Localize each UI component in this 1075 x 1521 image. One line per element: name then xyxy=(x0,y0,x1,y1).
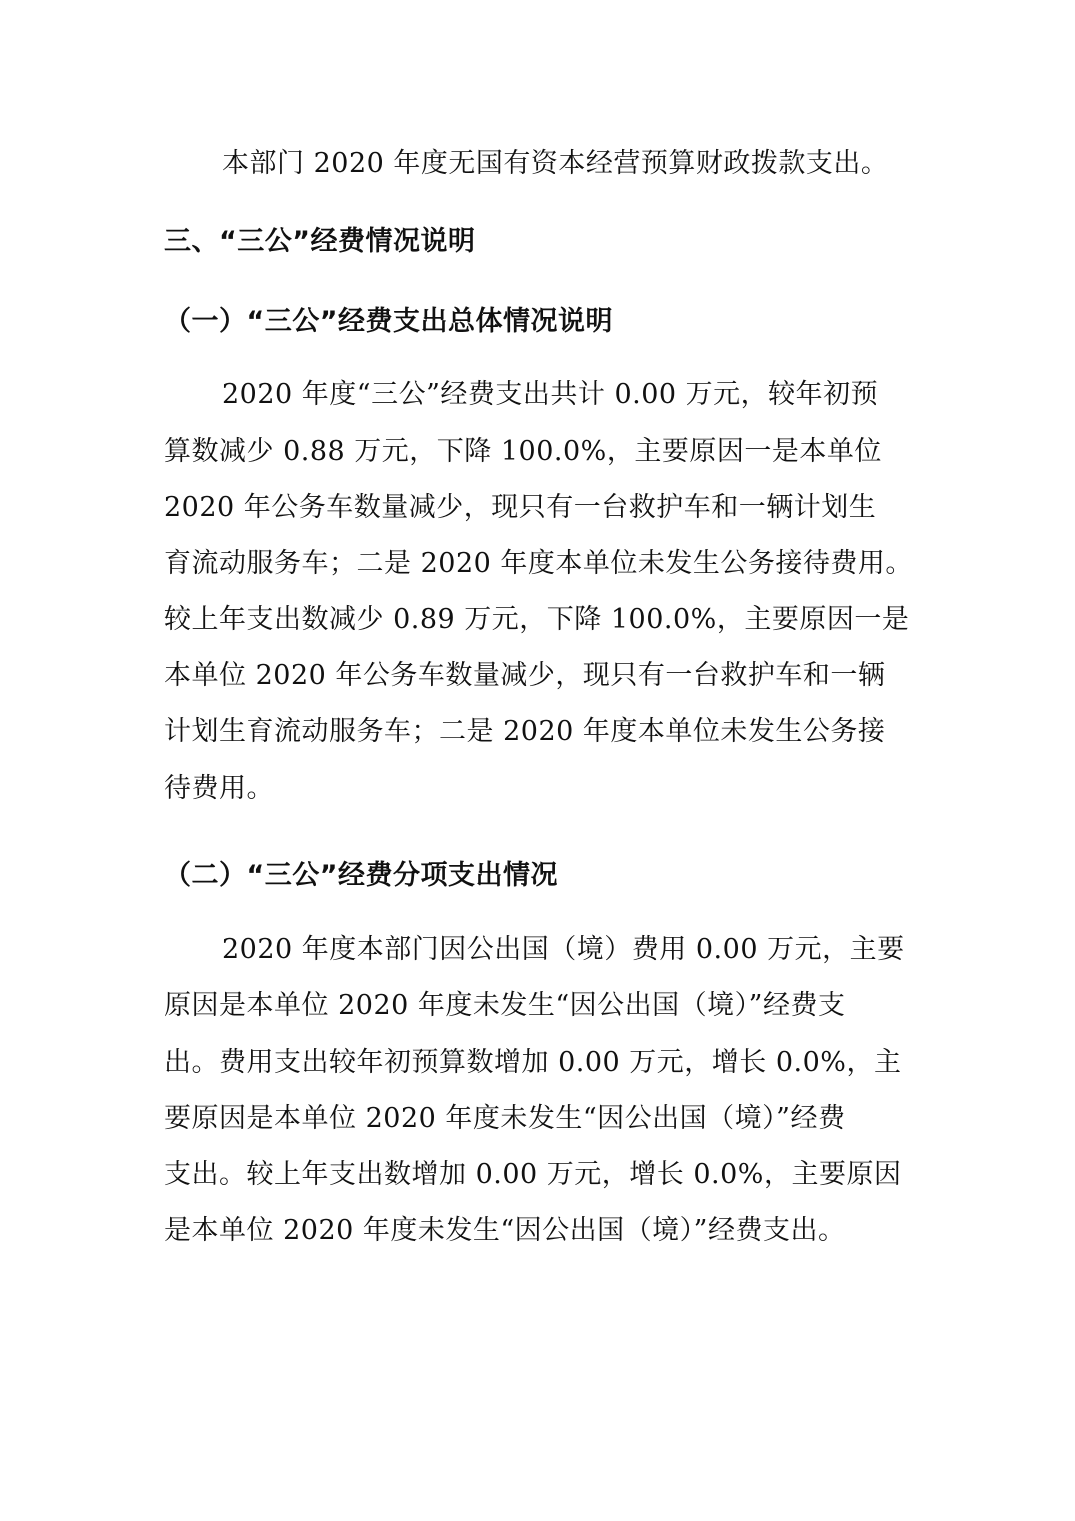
paragraph-line: 要原因是本单位 2020 年度未发生“因公出国（境）”经费 xyxy=(164,1103,846,1134)
paragraph-line: 算数减少 0.88 万元，下降 100.0%，主要原因一是本单位 xyxy=(164,436,882,467)
subsection-heading: （二）“三公”经费分项支出情况 xyxy=(164,860,558,891)
paragraph-line: 计划生育流动服务车；二是 2020 年度本单位未发生公务接 xyxy=(164,716,886,747)
paragraph-line: 原因是本单位 2020 年度未发生“因公出国（境）”经费支 xyxy=(164,990,846,1021)
paragraph-line: 2020 年度本部门因公出国（境）费用 0.00 万元，主要 xyxy=(222,934,905,965)
section-heading: 三、“三公”经费情况说明 xyxy=(164,226,476,257)
paragraph-line: 本单位 2020 年公务车数量减少，现只有一台救护车和一辆 xyxy=(164,660,886,691)
paragraph-line: 较上年支出数减少 0.89 万元，下降 100.0%，主要原因一是 xyxy=(164,604,910,635)
paragraph-line: 出。费用支出较年初预算数增加 0.00 万元，增长 0.0%，主 xyxy=(164,1047,902,1078)
paragraph-line: 待费用。 xyxy=(164,773,274,804)
paragraph-line: 2020 年公务车数量减少，现只有一台救护车和一辆计划生 xyxy=(164,492,877,523)
paragraph-line: 育流动服务车；二是 2020 年度本单位未发生公务接待费用。 xyxy=(164,548,913,579)
subsection-heading: （一）“三公”经费支出总体情况说明 xyxy=(164,306,613,337)
paragraph-line: 2020 年度“三公”经费支出共计 0.00 万元，较年初预 xyxy=(222,379,879,410)
paragraph-line: 本部门 2020 年度无国有资本经营预算财政拨款支出。 xyxy=(222,148,889,179)
paragraph-line: 支出。较上年支出数增加 0.00 万元，增长 0.0%，主要原因 xyxy=(164,1159,902,1190)
paragraph-line: 是本单位 2020 年度未发生“因公出国（境）”经费支出。 xyxy=(164,1215,846,1246)
